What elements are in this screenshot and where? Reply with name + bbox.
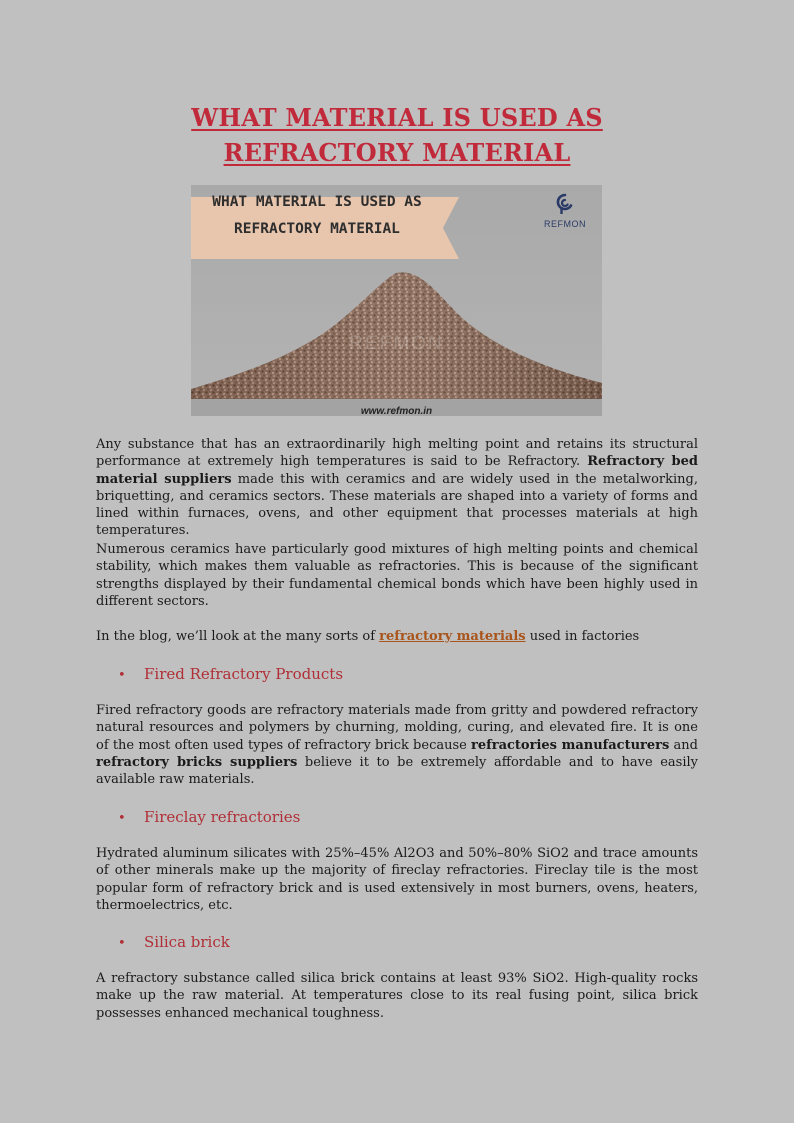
hero-watermark: REFMON xyxy=(349,333,444,354)
paragraph-fired-text-2: and xyxy=(669,737,698,753)
paragraph-ceramics: Numerous ceramics have particularly good mixtures of high melting points and chemical stability, which makes them valuable as refractories. This is because of the significant strengths displayed by their fundamental chemical bonds which have been highly used in different sectors. xyxy=(96,542,698,609)
bullet-dot: • xyxy=(118,936,126,951)
hero-banner-text xyxy=(191,185,443,247)
refractory-materials-link[interactable]: refractory materials xyxy=(379,629,526,644)
paragraph-intro xyxy=(96,436,698,540)
hero-url: www.refmon.in xyxy=(360,406,433,416)
heading-fireclay-refractories xyxy=(118,807,678,829)
paragraph-fired-refractory xyxy=(96,702,698,788)
logo-text: REFMON xyxy=(544,219,586,229)
heading-text: Fired Refractory Products xyxy=(144,665,344,683)
paragraph-fireclay: Hydrated aluminum silicates with 25%–45% Al2O3 and 50%–80% SiO2 and trace amounts of other minerals make up the majority of fireclay refractories. Fireclay tile is the most popular form of refractory brick and is used extensively in most burners, ovens, heaters, thermoelectrics, etc. xyxy=(96,846,698,913)
bullet-dot: • xyxy=(118,811,126,826)
paragraph-silica-brick: A refractory substance called silica brick contains at least 93% SiO2. High-quality rocks make up the raw material. At temperatures close to its real fusing point, silica brick possesses enhanced mechanical toughness. xyxy=(96,971,698,1021)
heading-text: Fireclay refractories xyxy=(144,808,301,826)
heading-fired-refractory-products xyxy=(118,664,678,686)
heading-text: Silica brick xyxy=(144,933,230,951)
paragraph-blog-intro xyxy=(96,628,698,645)
refmon-logo-icon xyxy=(556,193,574,215)
heading-silica-brick xyxy=(118,932,678,954)
paragraph-fired-text-1: Fired refractory goods are refractory materials made from gritty and powdered refractory natural resources and polymers by churning, molding, curing, and elevated fire. It is one of the most often used types of refractory brick because xyxy=(96,703,698,753)
hero-banner-line-2: REFRACTORY MATERIAL xyxy=(234,221,400,237)
paragraph-blog-text-2: used in factories xyxy=(525,629,640,644)
refractory-pile-illustration xyxy=(191,265,602,399)
refmon-logo xyxy=(541,193,589,229)
hero-footer-strip xyxy=(191,399,602,416)
hero-banner-line-1: WHAT MATERIAL IS USED AS xyxy=(212,194,422,210)
paragraph-blog-text-1: In the blog, we’ll look at the many sorts of xyxy=(96,629,380,644)
hero-image xyxy=(191,185,602,416)
paragraph-fired-text-3: believe it to be extremely affordable and to have easily available raw materials. xyxy=(96,754,698,788)
paragraph-intro-text-2: made this with ceramics and are widely used in the metalworking, briquetting, and ceramics sectors. These materials are shaped into a variety of forms and lined within furnaces, ovens, and other equipment that processes materials at high temperatures. xyxy=(96,471,698,539)
keyword-refractory-bricks-suppliers: refractory bricks suppliers xyxy=(96,754,298,770)
page-title: WHAT MATERIAL IS USED AS REFRACTORY MATERIAL xyxy=(191,103,603,167)
bullet-dot: • xyxy=(118,668,126,683)
keyword-refractories-manufacturers: refractories manufacturers xyxy=(471,737,670,753)
paragraph-intro-text-1: Any substance that has an extraordinarily high melting point and retains its structural performance at extremely high temperatures is said to be Refractory. xyxy=(96,437,698,470)
keyword-refractory-bed-material-suppliers: Refractory bed material suppliers xyxy=(96,454,698,487)
